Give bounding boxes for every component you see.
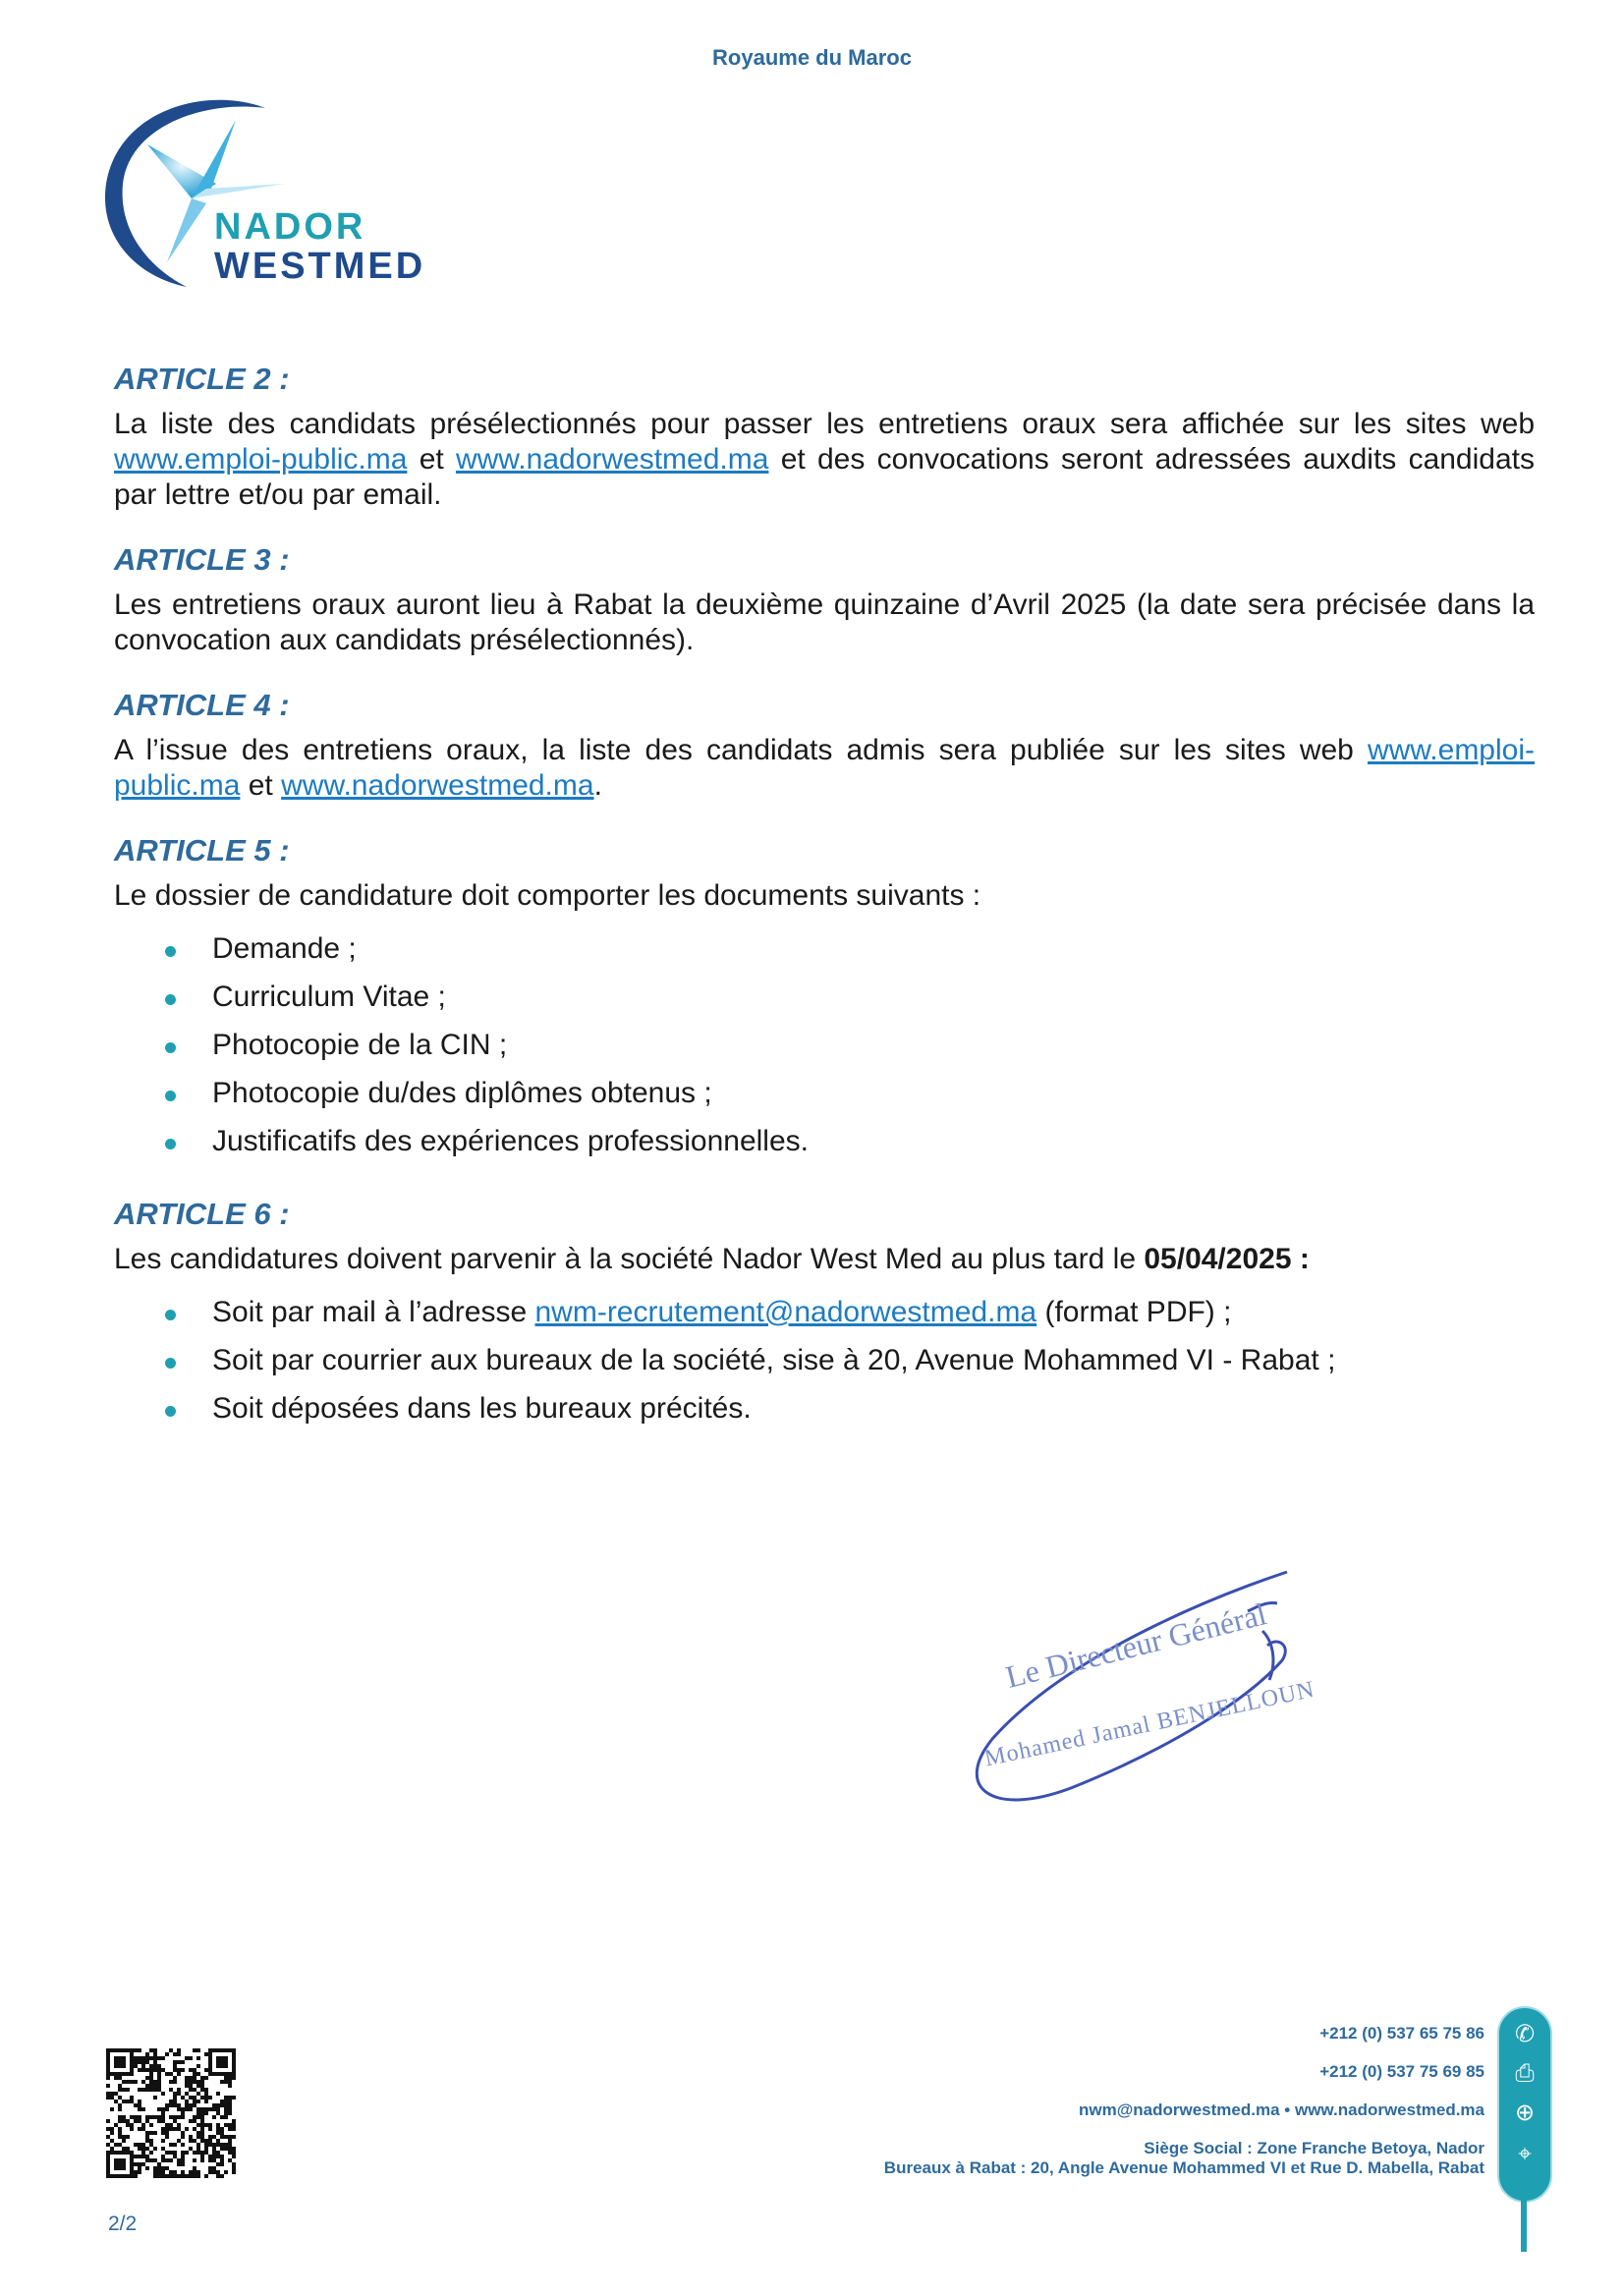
signature-stamp bbox=[953, 1552, 1346, 1827]
bullet-icon bbox=[165, 946, 176, 957]
article-2-title: ARTICLE 2 : bbox=[114, 362, 290, 396]
recruitment-email-link[interactable]: nwm-recrutement@nadorwestmed.ma bbox=[534, 1296, 1037, 1328]
link-nadorwestmed[interactable]: www.nadorwestmed.ma bbox=[455, 443, 769, 476]
deadline-date: 05/04/2025 : bbox=[1144, 1243, 1310, 1275]
footer-contact-info bbox=[884, 2024, 1484, 2178]
article-5-intro: Le dossier de candidature doit comporter les documents suivants : bbox=[114, 879, 981, 912]
signature-name: Mohamed Jamal BENJELLOUN bbox=[982, 1676, 1317, 1772]
printer-icon: ⎙ bbox=[1515, 2060, 1535, 2087]
qr-code bbox=[106, 2048, 236, 2178]
bullet-icon bbox=[165, 1310, 176, 1320]
link-nadorwestmed[interactable]: www.nadorwestmed.ma bbox=[281, 769, 594, 802]
list-item-text: Curriculum Vitae ; bbox=[212, 980, 446, 1013]
footer-website[interactable]: www.nadorwestmed.ma bbox=[1294, 2100, 1484, 2119]
list-item bbox=[114, 931, 1535, 967]
list-item bbox=[114, 1076, 1535, 1111]
nador-westmed-logo bbox=[98, 90, 511, 297]
list-item-text: Justificatifs des expériences professionnelles. bbox=[212, 1125, 809, 1157]
phone-icon: ✆ bbox=[1514, 2021, 1536, 2047]
footer-address-1: Siège Social : Zone Franche Betoya, Nador bbox=[1144, 2139, 1484, 2157]
list-item bbox=[114, 980, 1535, 1015]
bullet-icon bbox=[165, 1091, 176, 1101]
footer-web-line bbox=[884, 2100, 1484, 2120]
article-4-text bbox=[114, 733, 1535, 804]
footer-phone: +212 (0) 537 65 75 86 bbox=[1319, 2024, 1484, 2043]
link-emploi-public[interactable]: www.emploi-public.ma bbox=[114, 734, 1535, 802]
list-item-text: Soit déposées dans les bureaux précités. bbox=[212, 1392, 752, 1425]
footer-separator: • bbox=[1284, 2100, 1291, 2119]
country-header: Royaume du Maroc bbox=[712, 45, 912, 70]
article-2-text-part: et bbox=[407, 443, 456, 476]
bullet-icon bbox=[165, 994, 176, 1005]
list-item-text: Soit par mail à l’adresse bbox=[212, 1296, 535, 1328]
article-4-title: ARTICLE 4 : bbox=[114, 688, 290, 722]
bullet-icon bbox=[165, 1406, 176, 1417]
list-item bbox=[114, 1124, 1535, 1159]
article-3-text: Les entretiens oraux auront lieu à Rabat la deuxième quinzaine d’Avril 2025 (la date sera précisée dans la convocation aux candidats présélectionnés). bbox=[114, 588, 1535, 656]
bullet-icon bbox=[165, 1042, 176, 1053]
submission-methods-list bbox=[114, 1295, 1535, 1427]
article-6-title: ARTICLE 6 : bbox=[114, 1197, 290, 1231]
list-item bbox=[114, 1391, 1535, 1427]
footer-email[interactable]: nwm@nadorwestmed.ma bbox=[1078, 2100, 1280, 2119]
list-item-text: Soit par courrier aux bureaux de la société, sise à 20, Avenue Mohammed VI - Rabat ; bbox=[212, 1344, 1336, 1376]
qr-code-icon bbox=[106, 2048, 236, 2178]
logo-text-nador: NADOR bbox=[214, 206, 366, 248]
signature-title: Le Directeur Général bbox=[1002, 1596, 1270, 1695]
article-3-title: ARTICLE 3 : bbox=[114, 542, 290, 577]
list-item-text: Demande ; bbox=[212, 932, 357, 965]
article-4-text-part: . bbox=[593, 769, 602, 802]
list-item-text: Photocopie du/des diplômes obtenus ; bbox=[212, 1077, 712, 1109]
article-6-intro-part: Les candidatures doivent parvenir à la société Nador West Med au plus tard le bbox=[114, 1243, 1145, 1275]
list-item bbox=[114, 1295, 1535, 1330]
article-4-text-part: A l’issue des entretiens oraux, la liste des candidats admis sera publiée sur les sites web bbox=[114, 734, 1368, 766]
article-2-text-part: La liste des candidats présélectionnés pour passer les entretiens oraux sera affichée sur les sites web bbox=[114, 408, 1535, 440]
article-5-title: ARTICLE 5 : bbox=[114, 833, 290, 868]
list-item bbox=[114, 1343, 1535, 1378]
documents-list bbox=[114, 931, 1535, 1159]
article-2-text bbox=[114, 407, 1535, 513]
globe-icon: ⊕ bbox=[1514, 2100, 1536, 2126]
page-number: 2/2 bbox=[108, 2212, 138, 2235]
footer-address-2: Bureaux à Rabat : 20, Angle Avenue Mohammed VI et Rue D. Mabella, Rabat bbox=[883, 2158, 1484, 2177]
list-item-text: (format PDF) ; bbox=[1036, 1296, 1232, 1328]
article-2-text-part: et des convocations seront adressées auxdits candidats par lettre et/ou par email. bbox=[114, 443, 1535, 511]
footer-icon-stem bbox=[1521, 2199, 1527, 2252]
article-4-text-part: et bbox=[240, 769, 282, 802]
link-emploi-public[interactable]: www.emploi-public.ma bbox=[114, 443, 408, 476]
list-item-text: Photocopie de la CIN ; bbox=[212, 1029, 508, 1061]
bullet-icon bbox=[165, 1139, 176, 1149]
logo-text-westmed: WESTMED bbox=[214, 246, 426, 287]
article-6-intro bbox=[114, 1242, 1535, 1277]
footer-icon-bar bbox=[1497, 2006, 1552, 2252]
footer-fax: +212 (0) 537 75 69 85 bbox=[1319, 2062, 1484, 2081]
bullet-icon bbox=[165, 1358, 176, 1369]
document-body bbox=[114, 362, 1535, 1456]
list-item bbox=[114, 1028, 1535, 1063]
location-pin-icon: ⌖ bbox=[1518, 2141, 1532, 2167]
